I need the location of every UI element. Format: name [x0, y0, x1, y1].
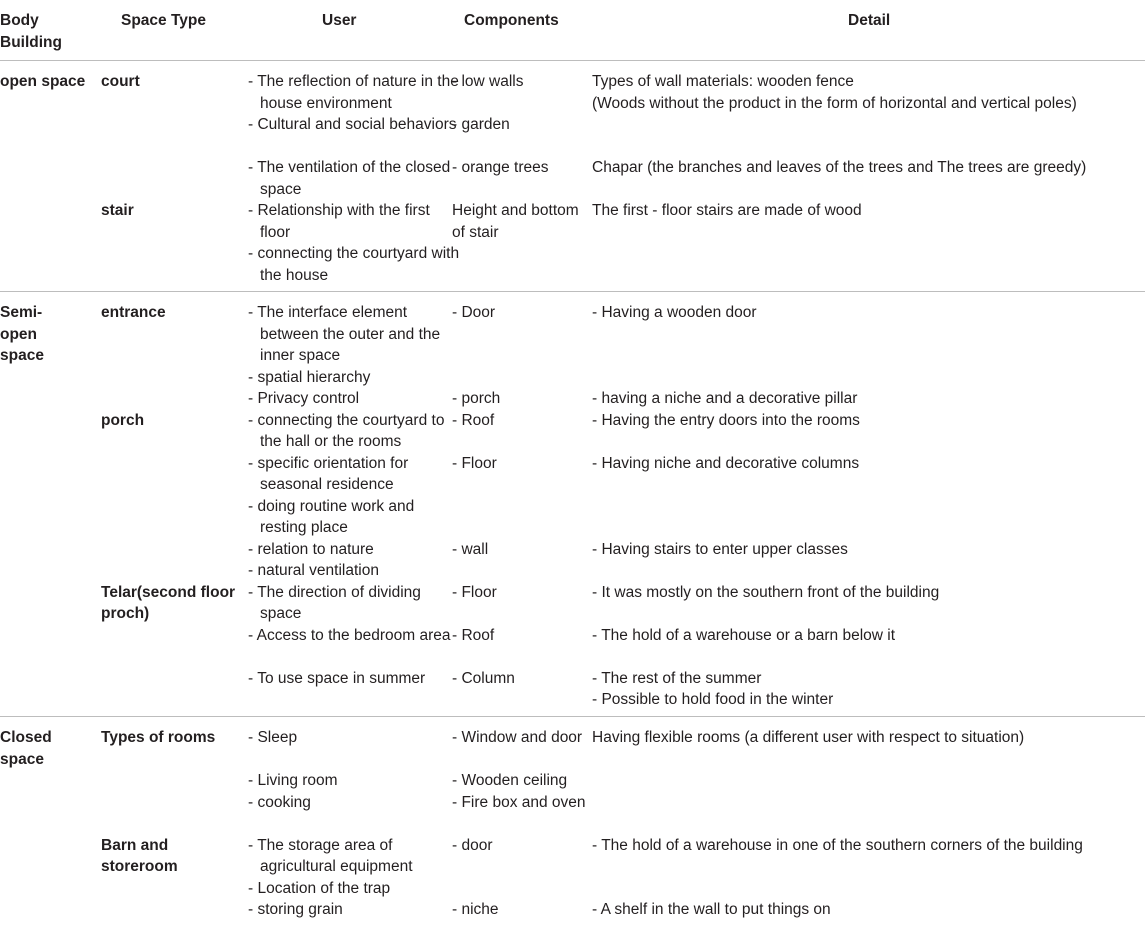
user-item: - spatial hierarchy: [248, 368, 371, 386]
section-open-space: [0, 61, 1145, 292]
detail-item: Types of wall materials: wooden fence: [592, 73, 854, 90]
user-item: - cooking: [248, 793, 311, 811]
detail-item: - The hold of a warehouse in one of the southern corners of the building: [592, 836, 1083, 854]
section-closed-space: [0, 717, 1145, 925]
component-item: - Column: [452, 669, 515, 687]
component-item: - orange trees: [452, 159, 549, 176]
user-item: - specific orientation for seasonal residence: [248, 454, 409, 493]
component-item: - Wooden ceiling: [452, 772, 568, 789]
component-item: Height and bottom of stair: [452, 202, 579, 241]
component-item: - Door: [452, 304, 496, 321]
header-components: Components: [464, 12, 559, 29]
detail-item: - The rest of the summer: [592, 669, 762, 687]
user-item: - Living room: [248, 772, 338, 789]
user-item: - natural ventilation: [248, 562, 379, 579]
header-detail: Detail: [848, 12, 891, 29]
space-type-entrance: entrance: [101, 304, 166, 321]
body-building-label: open space: [0, 73, 86, 90]
user-item: - doing routine work and resting place: [248, 497, 415, 536]
component-item: - Fire box and oven: [452, 793, 586, 811]
header-user: User: [322, 12, 357, 29]
detail-item: - Having niche and decorative columns: [592, 454, 860, 472]
user-item: - connecting the courtyard with the house: [248, 245, 460, 284]
user-item: - Cultural and social behaviors: [248, 116, 457, 133]
detail-item: - Having a wooden door: [592, 304, 757, 321]
space-type-court: court: [101, 73, 140, 90]
user-item: - Relationship with the first floor: [248, 202, 430, 241]
space-type-telar: Telar(second floor proch): [101, 583, 236, 622]
component-item: - porch: [452, 390, 501, 407]
detail-item: Having flexible rooms (a different user with respect to situation): [592, 729, 1025, 746]
component-item: - Roof: [452, 626, 495, 644]
space-type-porch: porch: [101, 411, 145, 429]
component-item: - Window and door: [452, 729, 583, 746]
detail-item: - A shelf in the wall to put things on: [592, 901, 831, 918]
user-item: - The direction of dividing space: [248, 583, 421, 622]
detail-item: Chapar (the branches and leaves of the trees and The trees are greedy): [592, 159, 1087, 176]
detail-item: - having a niche and a decorative pillar: [592, 390, 858, 407]
component-item: - garden: [452, 116, 510, 133]
user-item: - The ventilation of the closed space: [248, 159, 451, 198]
detail-item: - The hold of a warehouse or a barn below it: [592, 626, 896, 644]
user-item: - storing grain: [248, 901, 343, 918]
body-building-label: Semi-open space: [0, 304, 44, 364]
detail-item: (Woods without the product in the form of horizontal and vertical poles): [592, 94, 1077, 112]
detail-item: - Possible to hold food in the winter: [592, 691, 834, 708]
space-type-stair: stair: [101, 202, 134, 219]
component-item: - Roof: [452, 411, 495, 429]
detail-item: The first - floor stairs are made of wood: [592, 202, 862, 219]
detail-item: - Having stairs to enter upper classes: [592, 540, 848, 558]
space-type-rooms: Types of rooms: [101, 729, 216, 746]
table-header: [0, 0, 1145, 61]
section-semi-open-space: [0, 292, 1145, 717]
user-item: - Sleep: [248, 729, 298, 746]
component-item: - low walls: [452, 73, 524, 90]
user-item: - The storage area of agricultural equipment: [248, 836, 413, 875]
component-item: - Floor: [452, 583, 497, 601]
user-item: - The interface element between the outer and the inner space: [248, 304, 441, 364]
component-item: - niche: [452, 901, 499, 918]
user-item: - connecting the courtyard to the hall or the rooms: [248, 411, 445, 450]
detail-item: - It was mostly on the southern front of the building: [592, 583, 940, 601]
component-item: - Floor: [452, 454, 497, 472]
user-item: - The reflection of nature in the house environment: [248, 73, 459, 112]
header-space-type: Space Type: [121, 12, 207, 29]
component-item: - wall: [452, 540, 489, 558]
component-item: - door: [452, 836, 493, 854]
user-item: - relation to nature: [248, 540, 374, 558]
user-item: - Access to the bedroom area: [248, 626, 451, 644]
user-item: - To use space in summer: [248, 669, 426, 687]
detail-item: - Having the entry doors into the rooms: [592, 411, 860, 429]
space-type-barn: Barn and storeroom: [101, 836, 178, 875]
header-body-building: Body Building: [0, 12, 62, 51]
user-item: - Privacy control: [248, 390, 360, 407]
user-item: - Location of the trap: [248, 879, 391, 897]
body-building-label: Closed space: [0, 729, 52, 768]
